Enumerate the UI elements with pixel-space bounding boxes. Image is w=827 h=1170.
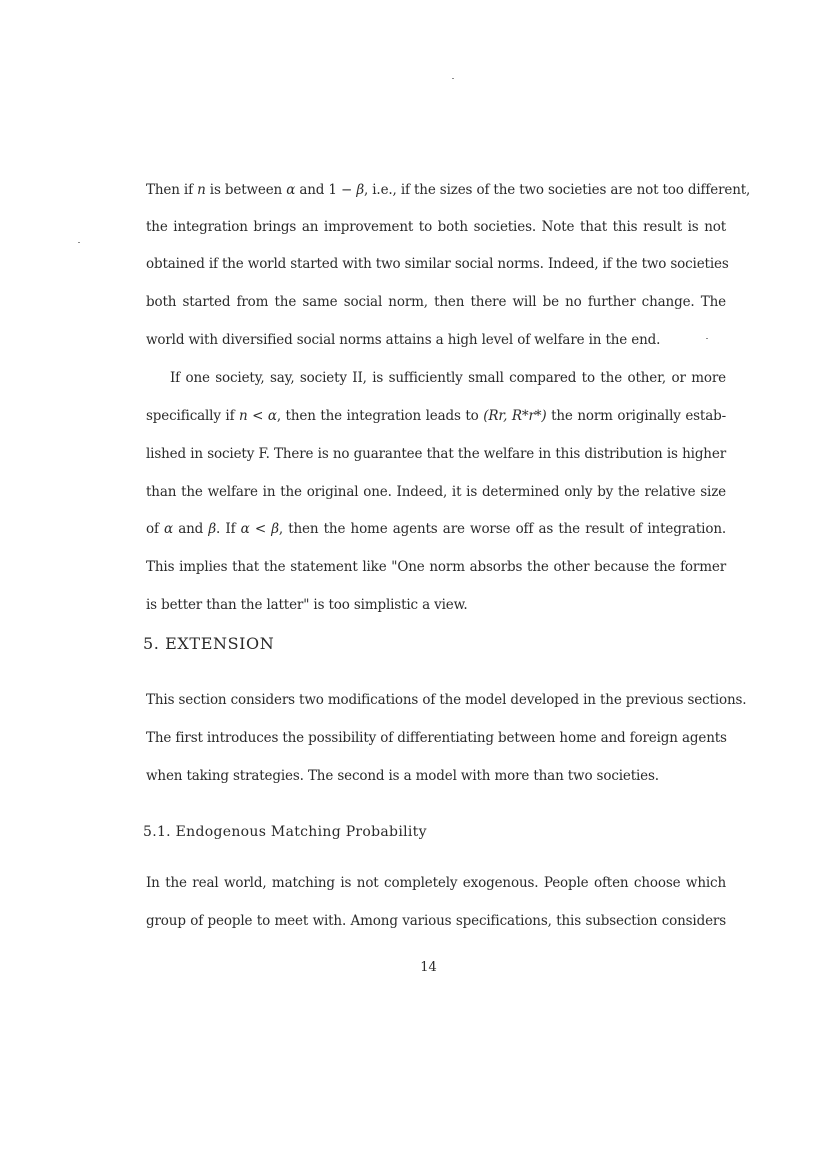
paragraph-1-line-4: both started from the same social norm, then there will be no further change. The bbox=[146, 294, 726, 310]
paragraph-3-line-3: when taking strategies. The second is a model with more than two societies. bbox=[146, 768, 659, 784]
paragraph-1-line-3: obtained if the world started with two similar social norms. Indeed, if the two societies bbox=[146, 256, 729, 272]
scan-speck bbox=[78, 242, 80, 243]
scan-speck bbox=[452, 78, 454, 79]
paragraph-2-line-7: is better than the latter" is too simplistic a view. bbox=[146, 597, 468, 613]
paragraph-3-line-1: This section considers two modifications of the model developed in the previous sections. bbox=[146, 692, 747, 708]
paragraph-1-line-5: world with diversified social norms attains a high level of welfare in the end. bbox=[146, 332, 661, 348]
paragraph-2-line-6: This implies that the statement like "One norm absorbs the other because the former bbox=[146, 559, 726, 575]
paragraph-2-line-1: If one society, say, society II, is sufficiently small compared to the other, or more bbox=[170, 370, 726, 386]
paragraph-4-line-1: In the real world, matching is not completely exogenous. People often choose which bbox=[146, 875, 726, 891]
paragraph-1-line-2: the integration brings an improvement to both societies. Note that this result is not bbox=[146, 219, 726, 235]
paragraph-3-line-2: The first introduces the possibility of differentiating between home and foreign agents bbox=[146, 730, 727, 746]
paragraph-2-line-5: of α and β. If α < β, then the home agents are worse off as the result of integration. bbox=[146, 521, 727, 537]
paragraph-2-line-3: lished in society F. There is no guarantee that the welfare in this distribution is higher bbox=[146, 446, 726, 462]
subsection-heading: 5.1. Endogenous Matching Probability bbox=[143, 824, 427, 840]
page-number: 14 bbox=[420, 960, 437, 975]
paragraph-1-line-1: Then if n is between α and 1 − β, i.e., if the sizes of the two societies are not too different, bbox=[146, 182, 751, 198]
section-heading: 5. EXTENSION bbox=[143, 634, 275, 653]
paragraph-2-line-4: than the welfare in the original one. Indeed, it is determined only by the relative size bbox=[146, 484, 726, 500]
paragraph-4-line-2: group of people to meet with. Among various specifications, this subsection considers bbox=[146, 913, 726, 929]
paragraph-2-line-2: specifically if n < α, then the integration leads to (Rr, R*r*) the norm originally estab- bbox=[146, 408, 727, 424]
